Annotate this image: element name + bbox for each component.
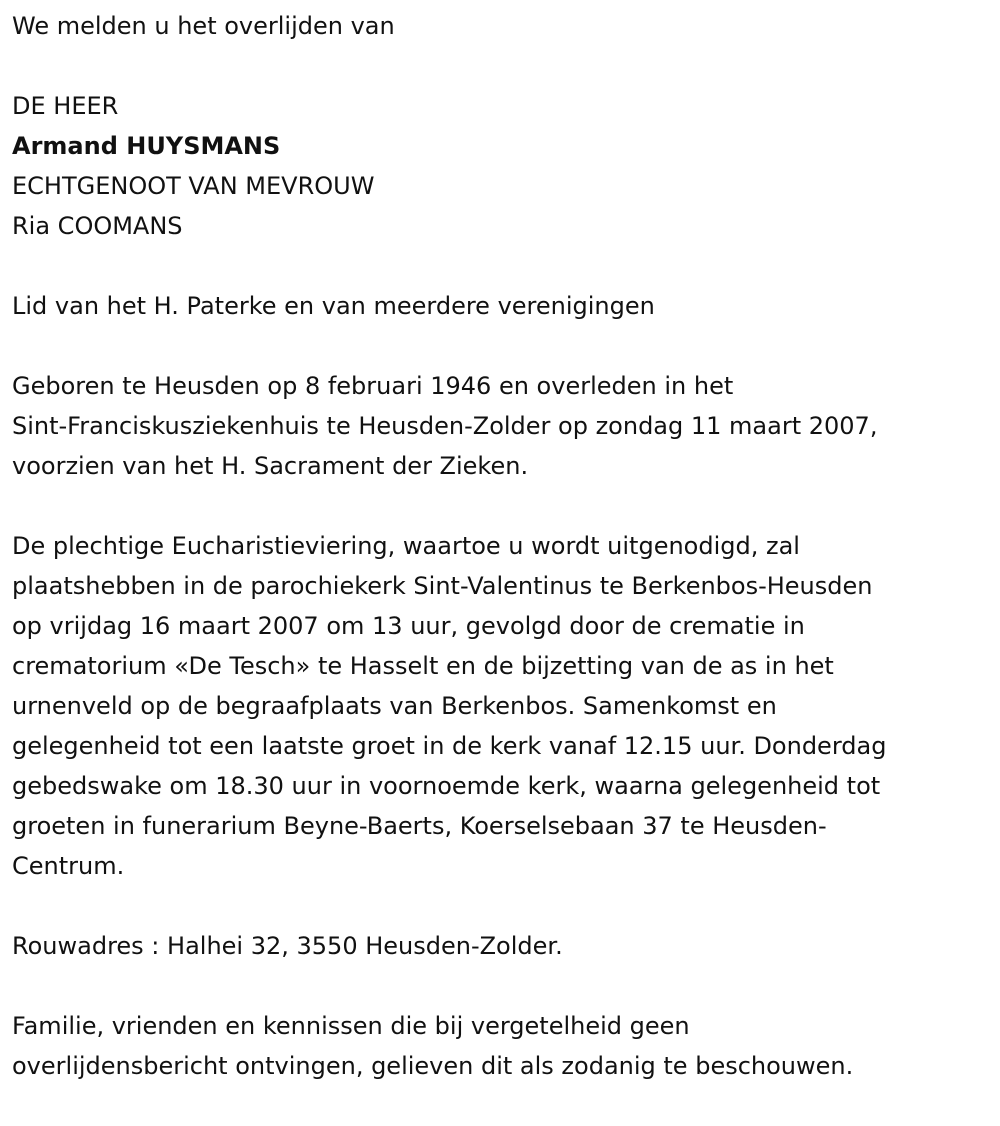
spacer bbox=[12, 886, 988, 926]
funeral-line: Centrum. bbox=[12, 852, 125, 880]
funeral-line: op vrijdag 16 maart 2007 om 13 uur, gevolgd door de crematie in bbox=[12, 612, 805, 640]
spacer bbox=[12, 246, 988, 286]
funeral-line: gelegenheid tot een laatste groet in de kerk vanaf 12.15 uur. Donderdag bbox=[12, 732, 887, 760]
spacer bbox=[12, 966, 988, 1006]
spacer bbox=[12, 326, 988, 366]
deceased-name: Armand HUYSMANS bbox=[12, 132, 281, 160]
intro-text: We melden u het overlijden van bbox=[12, 12, 395, 40]
funeral-line: groeten in funerarium Beyne-Baerts, Koerselsebaan 37 te Heusden- bbox=[12, 812, 827, 840]
funeral-line: gebedswake om 18.30 uur in voornoemde kerk, waarna gelegenheid tot bbox=[12, 772, 881, 800]
birth-death-line: Geboren te Heusden op 8 februari 1946 en overleden in het bbox=[12, 372, 734, 400]
birth-death-line: Sint-Franciskusziekenhuis te Heusden-Zolder op zondag 11 maart 2007, bbox=[12, 412, 878, 440]
funeral-line: urnenveld op de begraafplaats van Berkenbos. Samenkomst en bbox=[12, 692, 777, 720]
spacer bbox=[12, 46, 988, 86]
relation-text: ECHTGENOOT VAN MEVROUW bbox=[12, 172, 375, 200]
birth-death-paragraph bbox=[12, 366, 988, 486]
title-text: DE HEER bbox=[12, 92, 119, 120]
funeral-paragraph bbox=[12, 526, 988, 886]
funeral-line: De plechtige Eucharistieviering, waartoe u wordt uitgenodigd, zal bbox=[12, 532, 800, 560]
birth-death-line: voorzien van het H. Sacrament der Zieken. bbox=[12, 452, 529, 480]
spouse-name: Ria COOMANS bbox=[12, 212, 183, 240]
mourning-address: Rouwadres : Halhei 32, 3550 Heusden-Zolder. bbox=[12, 932, 563, 960]
family-line: Familie, vrienden en kennissen die bij vergetelheid geen bbox=[12, 1012, 690, 1040]
membership-text: Lid van het H. Paterke en van meerdere verenigingen bbox=[12, 292, 655, 320]
funeral-line: plaatshebben in de parochiekerk Sint-Valentinus te Berkenbos-Heusden bbox=[12, 572, 873, 600]
spacer bbox=[12, 486, 988, 526]
funeral-line: crematorium «De Tesch» te Hasselt en de bijzetting van de as in het bbox=[12, 652, 834, 680]
family-paragraph bbox=[12, 1006, 988, 1086]
family-line: overlijdensbericht ontvingen, gelieven dit als zodanig te beschouwen. bbox=[12, 1052, 854, 1080]
